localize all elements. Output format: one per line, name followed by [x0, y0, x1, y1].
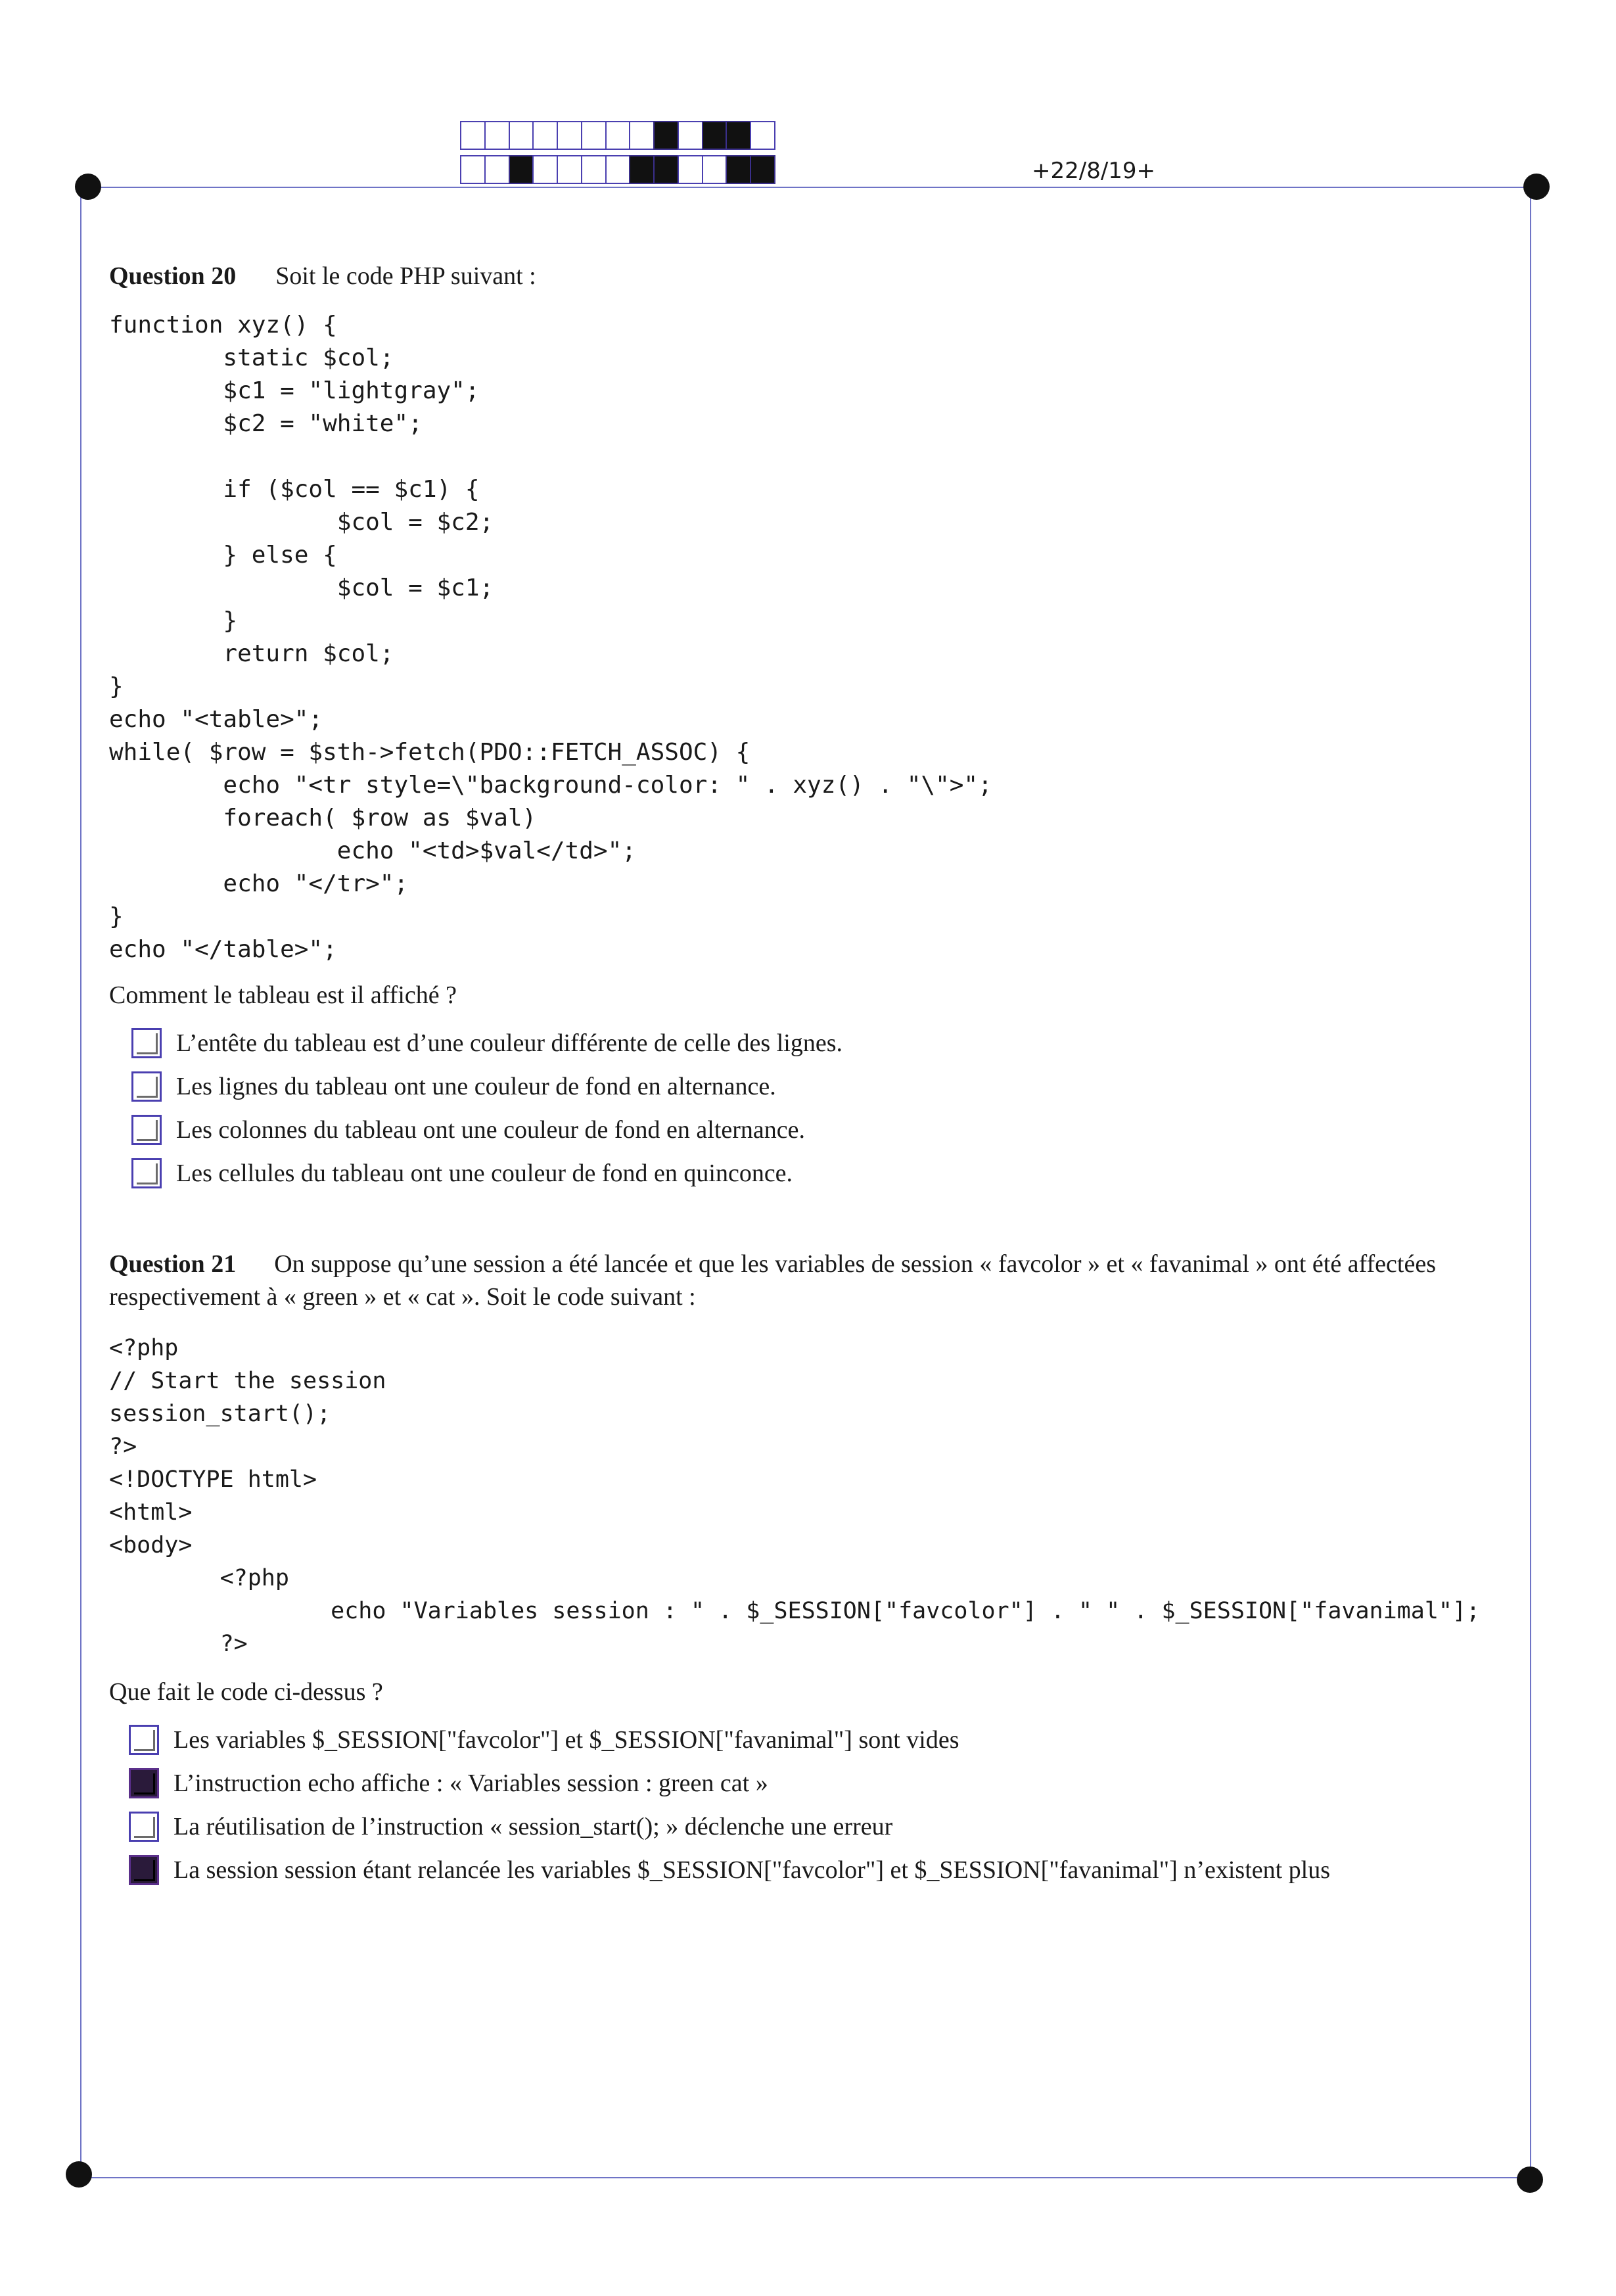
question-21 — [109, 1248, 1522, 1892]
answer-option[interactable] — [131, 1152, 1522, 1195]
barcode-cell — [581, 155, 607, 184]
answer-option[interactable] — [129, 1805, 1522, 1848]
barcode-cell — [460, 155, 486, 184]
corner-mark-bottom-right — [1517, 2167, 1543, 2193]
question-prompt: Que fait le code ci-dessus ? — [109, 1678, 383, 1706]
barcode-cell — [581, 121, 607, 150]
answer-text: Les lignes du tableau ont une couleur de fond en alternance. — [176, 1073, 776, 1100]
barcode-cell — [653, 121, 679, 150]
answer-checkbox[interactable] — [131, 1071, 162, 1102]
answer-text: Les variables $_SESSION["favcolor"] et $_SESSION["favanimal"] sont vides — [173, 1726, 959, 1754]
barcode-row-2 — [460, 155, 774, 184]
answer-text: L’instruction echo affiche : « Variables session : green cat » — [173, 1769, 768, 1797]
barcode-cell — [702, 155, 727, 184]
answer-option[interactable] — [129, 1718, 1522, 1762]
question-20 — [109, 262, 1522, 1195]
barcode-cell — [678, 121, 703, 150]
corner-mark-bottom-left — [66, 2161, 92, 2188]
barcode-cell — [726, 155, 751, 184]
answer-checkbox[interactable] — [129, 1768, 159, 1798]
corner-mark-top-left — [75, 174, 101, 200]
code-block: function xyz() { static $col; $c1 = "lightgray"; $c2 = "white"; if ($col == $c1) { $col = $c2; } else { $col = $c1; } return $col; } echo "<table>"; while( $row = $sth->fetch(PDO::FETCH_ASSOC) { echo "<tr style=\"background-color: " . xyz() . "\">"; foreach( $row as $val) echo "<td>$val</td>"; echo "</tr>"; } echo "</table>"; — [109, 312, 992, 963]
answer-list — [129, 1718, 1522, 1892]
barcode-cell — [629, 121, 655, 150]
barcode-cell — [750, 155, 775, 184]
barcode-cell — [702, 121, 727, 150]
barcode-cell — [509, 121, 534, 150]
barcode-cell — [557, 121, 582, 150]
barcode-cell — [726, 121, 751, 150]
barcode-cell — [532, 121, 558, 150]
barcode-cell — [460, 121, 486, 150]
barcode-cell — [629, 155, 655, 184]
barcode-cell — [532, 155, 558, 184]
answer-text: La réutilisation de l’instruction « session_start(); » déclenche une erreur — [173, 1813, 893, 1840]
answer-checkbox[interactable] — [131, 1158, 162, 1188]
answer-option[interactable] — [129, 1848, 1522, 1892]
answer-option[interactable] — [129, 1762, 1522, 1805]
question-header — [109, 262, 1522, 291]
answer-checkbox[interactable] — [129, 1855, 159, 1885]
answer-option[interactable] — [131, 1108, 1522, 1152]
barcode-cell — [484, 121, 510, 150]
barcode-cell — [484, 155, 510, 184]
answer-option[interactable] — [131, 1021, 1522, 1065]
barcode-cell — [605, 121, 631, 150]
question-number: Question 21 — [109, 1250, 237, 1278]
answer-list — [131, 1021, 1522, 1195]
barcode-cell — [605, 155, 631, 184]
question-intro: Soit le code PHP suivant : — [275, 262, 536, 290]
question-intro: On suppose qu’une session a été lancée et que les variables de session « favcolor » et « favanimal » ont été affectées respectivement à « green » et « cat ». Soit le code suivant : — [109, 1250, 1436, 1311]
barcode-cell — [557, 155, 582, 184]
question-prompt: Comment le tableau est il affiché ? — [109, 981, 457, 1009]
code-block: <?php // Start the session session_start(); ?> <!DOCTYPE html> <html> <body> <?php echo "Variables session : " . $_SESSION["favcolor"] . " " . $_SESSION["favanimal"]; ?> — [109, 1335, 1481, 1657]
answer-checkbox[interactable] — [129, 1812, 159, 1842]
corner-mark-top-right — [1523, 174, 1550, 200]
barcode-cell — [750, 121, 775, 150]
answer-text: Les cellules du tableau ont une couleur de fond en quinconce. — [176, 1160, 793, 1187]
question-number: Question 20 — [109, 262, 237, 290]
answer-checkbox[interactable] — [131, 1115, 162, 1145]
barcode-cell — [678, 155, 703, 184]
answer-text: L’entête du tableau est d’une couleur différente de celle des lignes. — [176, 1029, 843, 1057]
barcode-cell — [509, 155, 534, 184]
barcode-cell — [653, 155, 679, 184]
answer-checkbox[interactable] — [129, 1725, 159, 1755]
answer-checkbox[interactable] — [131, 1028, 162, 1058]
answer-text: Les colonnes du tableau ont une couleur de fond en alternance. — [176, 1116, 806, 1144]
barcode-row-1 — [460, 121, 774, 150]
question-header — [109, 1248, 1522, 1313]
answer-option[interactable] — [131, 1065, 1522, 1108]
page-id: +22/8/19+ — [1032, 158, 1156, 184]
answer-text: La session session étant relancée les variables $_SESSION["favcolor"] et $_SESSION["favanimal"] n’existent plus — [173, 1856, 1331, 1884]
